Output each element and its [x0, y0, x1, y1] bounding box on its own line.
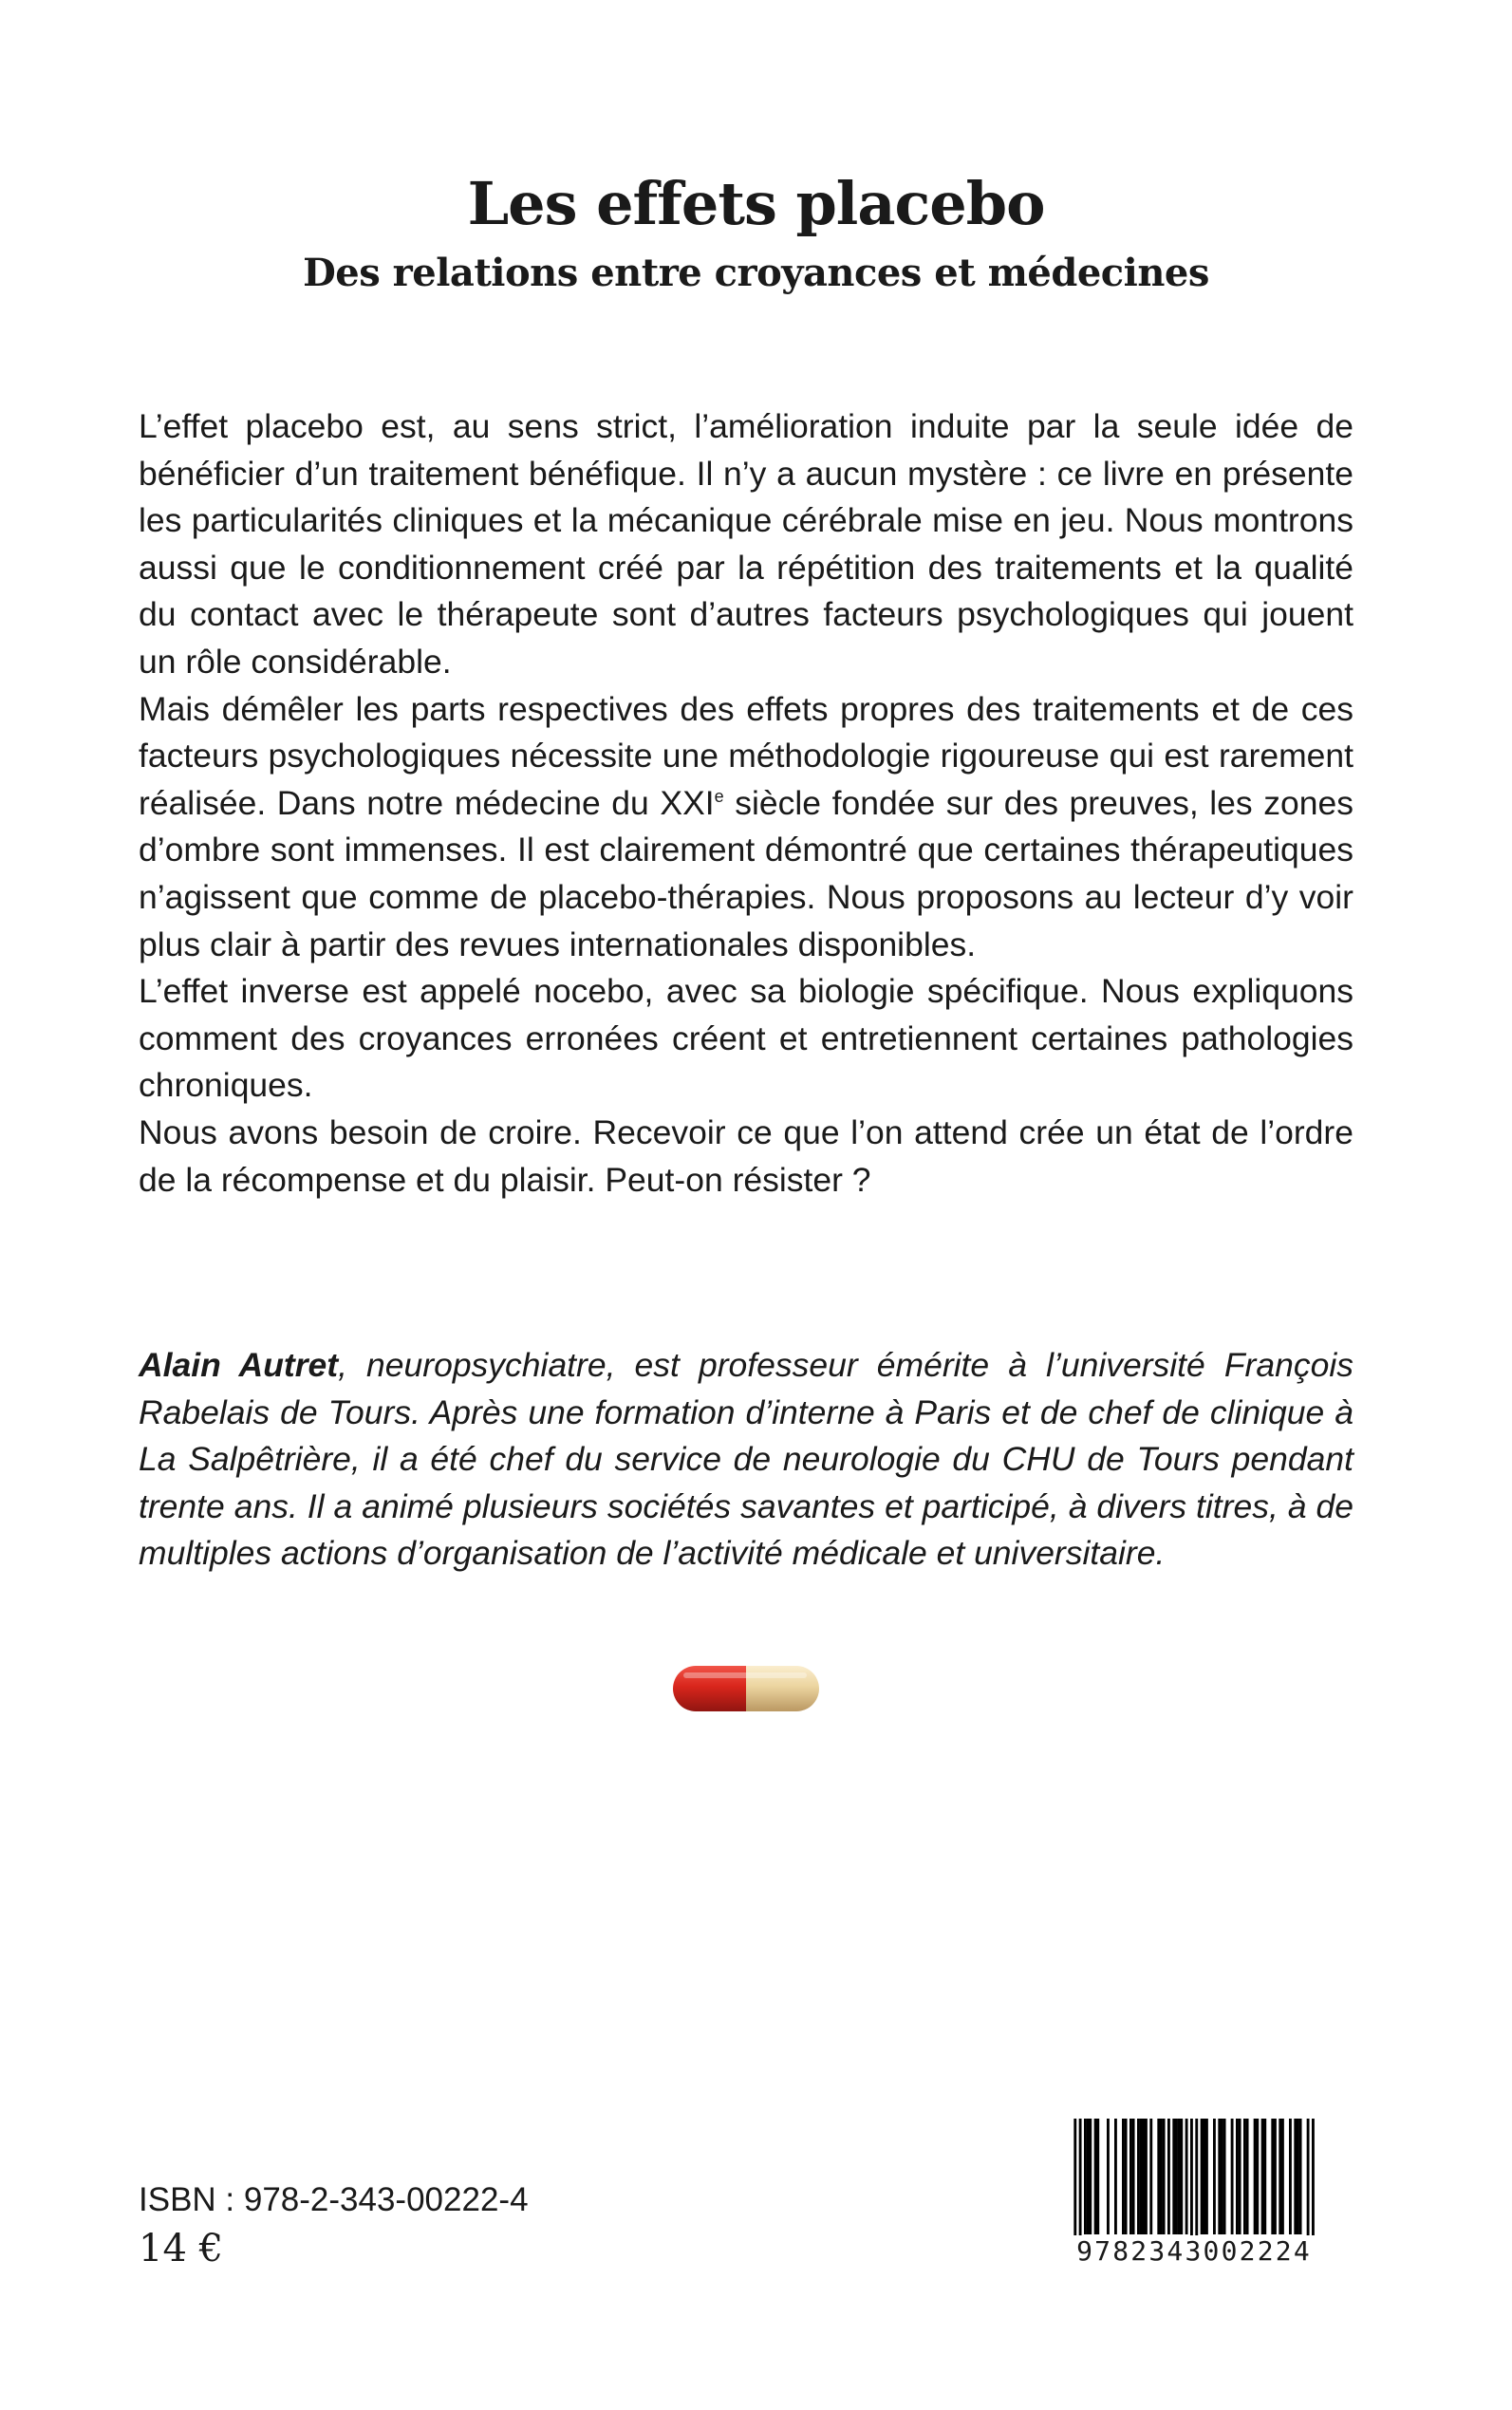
description-paragraph-1: L’effet placebo est, au sens strict, l’amélioration induite par la seule idée de bénéficier d’un traitement bénéfique. Il n’y a aucun mystère : ce livre en présente les particularités cliniques et la mécanique cérébrale mise en jeu. Nous montrons aussi que le conditionnement créé par la répétition des traitements et la qualité du contact avec le thérapeute sont d’autres facteurs psychologiques qui jouent un rôle considérable.: [139, 407, 1353, 681]
barcode-bar: [1201, 2119, 1204, 2234]
barcode-bar: [1236, 2119, 1239, 2234]
barcode-bar: [1137, 2119, 1140, 2234]
barcode-digits: 9782343002224: [1061, 2235, 1327, 2267]
book-subtitle: Des relations entre croyances et médecines: [303, 251, 1209, 295]
barcode-bar: [1263, 2119, 1266, 2234]
barcode-bar: [1274, 2119, 1277, 2234]
capsule-pill-icon: [672, 1665, 820, 1712]
author-bio-text: , neuropsychiatre, est professeur émérite à l’université François Rabelais de Tours. Après une formation d’interne à Paris et de chef de clinique à La Salpêtrière, il a été chef du service de neurologie du CHU de Tours pendant trente ans. Il a animé plusieurs sociétés savantes et participé, à divers titres, à de multiples actions d’organisation de l’activité médicale et universitaire.: [139, 1346, 1353, 1573]
century-superscript: e: [714, 786, 724, 806]
barcode-bar: [1185, 2119, 1188, 2234]
barcode-bar: [1107, 2119, 1110, 2234]
barcode-bar: [1223, 2119, 1226, 2234]
barcode-bar: [1096, 2119, 1099, 2234]
price-label: 14 €: [139, 2227, 224, 2270]
barcode-bar: [1125, 2119, 1128, 2234]
barcode-bar: [1289, 2119, 1292, 2234]
barcode-bar: [1271, 2119, 1274, 2234]
barcode-bar: [1157, 2119, 1160, 2234]
barcode-bar: [1279, 2119, 1281, 2234]
barcode-bar: [1299, 2119, 1302, 2234]
barcode-bar: [1089, 2119, 1092, 2234]
author-bio: [139, 1342, 1353, 1578]
author-name: Alain Autret: [139, 1346, 339, 1384]
barcode-bar: [1087, 2119, 1090, 2234]
barcode-bar: [1149, 2119, 1152, 2234]
description-paragraph-3: L’effet inverse est appelé nocebo, avec sa biologie spécifique. Nous expliquons comment des croyances erronées créent et entretiennent certaines pathologies chroniques.: [139, 972, 1353, 1105]
barcode-bar: [1256, 2119, 1259, 2234]
barcode-bar: [1203, 2119, 1205, 2234]
description-paragraph-2-start: Mais démêler les parts respectives des effets propres des traitements et de ces facteurs psychologiques nécessite une méthodologie rigoureuse qui est rarement réalisée. Dans notre médecine du XXI: [139, 689, 1353, 822]
barcode-bar: [1122, 2119, 1125, 2234]
barcode-bar: [1254, 2119, 1257, 2234]
capsule-cream-half: [746, 1665, 820, 1712]
barcode-bar: [1218, 2119, 1221, 2234]
capsule-red-half: [672, 1665, 748, 1712]
barcode-bar: [1294, 2119, 1297, 2234]
barcode-bar: [1297, 2119, 1299, 2234]
description-paragraph-2: [139, 686, 1353, 969]
barcode-bar: [1094, 2119, 1097, 2234]
barcode-bar: [1163, 2119, 1166, 2234]
barcode-bar: [1239, 2119, 1241, 2234]
barcode-bar: [1132, 2119, 1135, 2234]
book-title: Les effets placebo: [467, 169, 1045, 238]
description-paragraph-4: Nous avons besoin de croire. Recevoir ce que l’on attend crée un état de l’ordre de la récompense et du plaisir. Peut-on résister ?: [139, 1112, 1353, 1199]
barcode-bar: [1140, 2119, 1143, 2234]
barcode-bar: [1114, 2119, 1117, 2234]
isbn-label: ISBN : 978-2-343-00222-4: [139, 2181, 529, 2218]
barcode-bar: [1213, 2119, 1216, 2234]
barcode-bar: [1231, 2119, 1234, 2234]
barcode-bar: [1142, 2119, 1145, 2234]
barcode-bar: [1175, 2119, 1178, 2234]
barcode-bar: [1145, 2119, 1148, 2234]
barcode-bar: [1261, 2119, 1264, 2234]
barcode-bar: [1084, 2119, 1087, 2234]
barcode-bar: [1178, 2119, 1181, 2234]
barcode-bar: [1221, 2119, 1223, 2234]
barcode-bar: [1180, 2119, 1183, 2234]
barcode-bar: [1167, 2119, 1170, 2234]
barcode-bar: [1160, 2119, 1163, 2234]
book-description: [139, 403, 1353, 1204]
barcode-bar: [1129, 2119, 1132, 2234]
barcode-bar: [1243, 2119, 1246, 2234]
barcode-bar: [1172, 2119, 1175, 2234]
barcode-bar: [1246, 2119, 1249, 2234]
barcode-bar: [1205, 2119, 1208, 2234]
description-paragraph-2-end: siècle fondée sur des preuves, les zones d’ombre sont immenses. Il est clairement démontré que certaines thérapeutiques n’agissent que comme de placebo-thérapies. Nous proposons au lecteur d’y voir plus clair à partir des revues internationales disponibles.: [139, 783, 1354, 963]
barcode-bar: [1281, 2119, 1284, 2234]
